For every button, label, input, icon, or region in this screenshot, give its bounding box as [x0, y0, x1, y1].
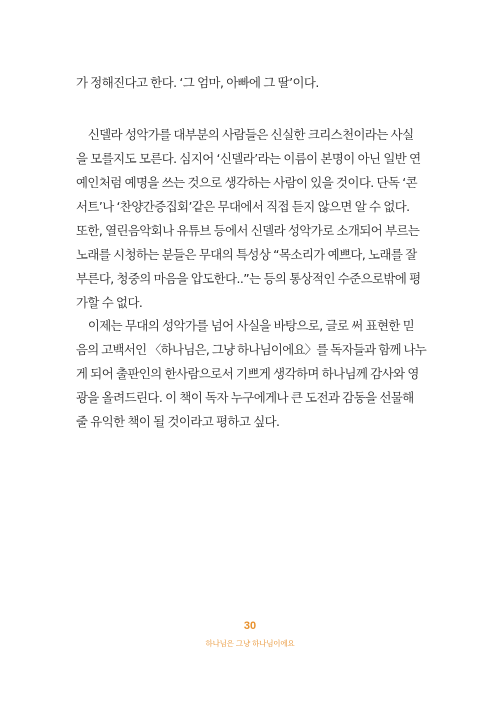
paragraph-3 — [76, 314, 426, 434]
running-footer-book-title: 하나님은 그냥 하나님이에요 — [205, 639, 295, 648]
text-line: 게 되어 출판인의 한사람으로서 기쁘게 생각하며 하나님께 감사와 영 — [76, 366, 419, 381]
text-line: 또한, 열린음악회나 유튜브 등에서 신델라 성악가로 소개되어 부르는 — [76, 223, 420, 238]
text-line: 서트’나 ‘찬양간증집회’같은 무대에서 직접 듣지 않으면 알 수 없다. — [76, 199, 410, 214]
text-line: 을 모를지도 모른다. 심지어 ‘신델라’라는 이름이 본명이 아닌 일반 연 — [76, 151, 421, 166]
text-line: 가 정해진다고 한다. ‘그 엄마, 아빠에 그 딸’이다. — [76, 75, 319, 90]
text-line: 음의 고백서인 〈하나님은, 그냥 하나님이에요〉를 독자들과 함께 나누 — [76, 342, 427, 357]
text-line: 신델라 성악가를 대부분의 사람들은 신실한 크리스천이라는 사실 — [76, 127, 414, 142]
text-line: 가할 수 없다. — [76, 295, 143, 310]
paragraph-2 — [76, 123, 426, 315]
text-line: 광을 올려드린다. 이 책이 독자 누구에게나 큰 도전과 감동을 선물해 — [76, 390, 414, 405]
text-line: 예인처럼 예명을 쓰는 것으로 생각하는 사람이 있을 것이다. 단독 ‘콘 — [76, 175, 418, 190]
text-line: 부른다, 청중의 마음을 압도한다..”는 등의 통상적인 수준으로밖에 평 — [76, 271, 421, 286]
text-line: 줄 유익한 책이 될 것이라고 평하고 싶다. — [76, 414, 280, 429]
paragraph-1 — [76, 71, 426, 95]
text-line: 노래를 시청하는 분들은 무대의 특성상 “목소리가 예쁘다, 노래를 잘 — [76, 247, 417, 262]
text-line: 이제는 무대의 성악가를 넘어 사실을 바탕으로, 글로 써 표현한 믿 — [76, 318, 415, 333]
page-number: 30 — [243, 620, 257, 632]
